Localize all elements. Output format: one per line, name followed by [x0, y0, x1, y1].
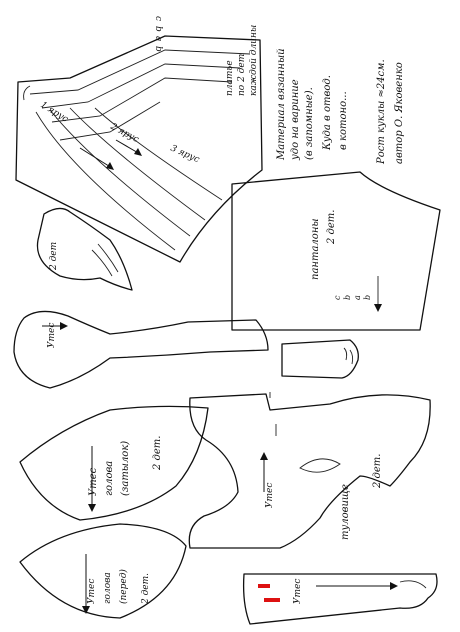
skirt-tier-3-label: 3 ярус [168, 143, 201, 166]
author-note-7: автор О. Яковенко [394, 62, 405, 164]
foot-pattern [282, 340, 358, 378]
head-front-count: 2 дет. [141, 572, 151, 604]
head-back-line2: голова [104, 460, 115, 496]
skirt-note-1: платье [225, 60, 235, 96]
arm-label: Утес [293, 578, 303, 604]
skirt-letter-a: a [153, 36, 163, 42]
head-back-pattern [20, 406, 208, 520]
author-note-5: в котоно... [338, 91, 349, 150]
author-note-3: (в запомные). [304, 87, 315, 160]
pants-letter-b2: b [363, 294, 372, 300]
pants-label: панталоны [310, 218, 321, 280]
arm-red-mark-1 [258, 584, 270, 588]
pants-pattern [232, 172, 440, 330]
head-front-line2: голова [103, 572, 113, 604]
skirt-letter-c: c [153, 16, 163, 22]
skirt-letter-b1: b [153, 26, 163, 32]
skirt-pattern [16, 16, 262, 262]
skirt-letter-b2: b [153, 46, 163, 52]
author-note-1: Материал вязанный [276, 48, 287, 160]
skirt-tier-1-label: 1 ярус [38, 100, 70, 125]
head-front-line1: Утес [87, 578, 97, 604]
author-notes [276, 48, 405, 165]
author-note-6: Рост куклы ≈24см. [376, 59, 387, 164]
skirt-arrows [80, 140, 142, 170]
arm-red-mark-2 [264, 598, 280, 602]
head-back-count: 2 дет. [152, 435, 163, 470]
author-note-4: Куда в отвод. [322, 75, 333, 150]
skirt-tier-2-label: 2 ярус [108, 121, 141, 146]
skirt-note-2: по 2 дет [237, 53, 247, 96]
head-front-pattern [20, 524, 186, 618]
leg-label: Утес [47, 322, 57, 348]
torso-pattern [189, 392, 430, 548]
arm-pattern [244, 574, 437, 624]
pants-letter-a: a [353, 295, 362, 300]
leg-pattern [14, 311, 268, 388]
torso-label-1: Утес [265, 482, 275, 508]
pants-count: 2 дет. [326, 209, 337, 244]
head-back-line1: Утес [88, 467, 99, 496]
pants-letter-b1: b [343, 294, 352, 300]
head-back-line3: (затылок) [120, 440, 131, 496]
wing-pattern [37, 208, 132, 290]
author-note-2: удо на вариние [290, 79, 301, 160]
torso-label-2: туловище [340, 484, 351, 540]
wing-label: 2 дет [49, 241, 59, 270]
pants-letter-c: c [333, 295, 342, 300]
torso-count: 2 дет. [372, 453, 383, 488]
skirt-note-3: каждой длины [249, 24, 259, 96]
head-front-line3: (перед) [119, 569, 129, 604]
